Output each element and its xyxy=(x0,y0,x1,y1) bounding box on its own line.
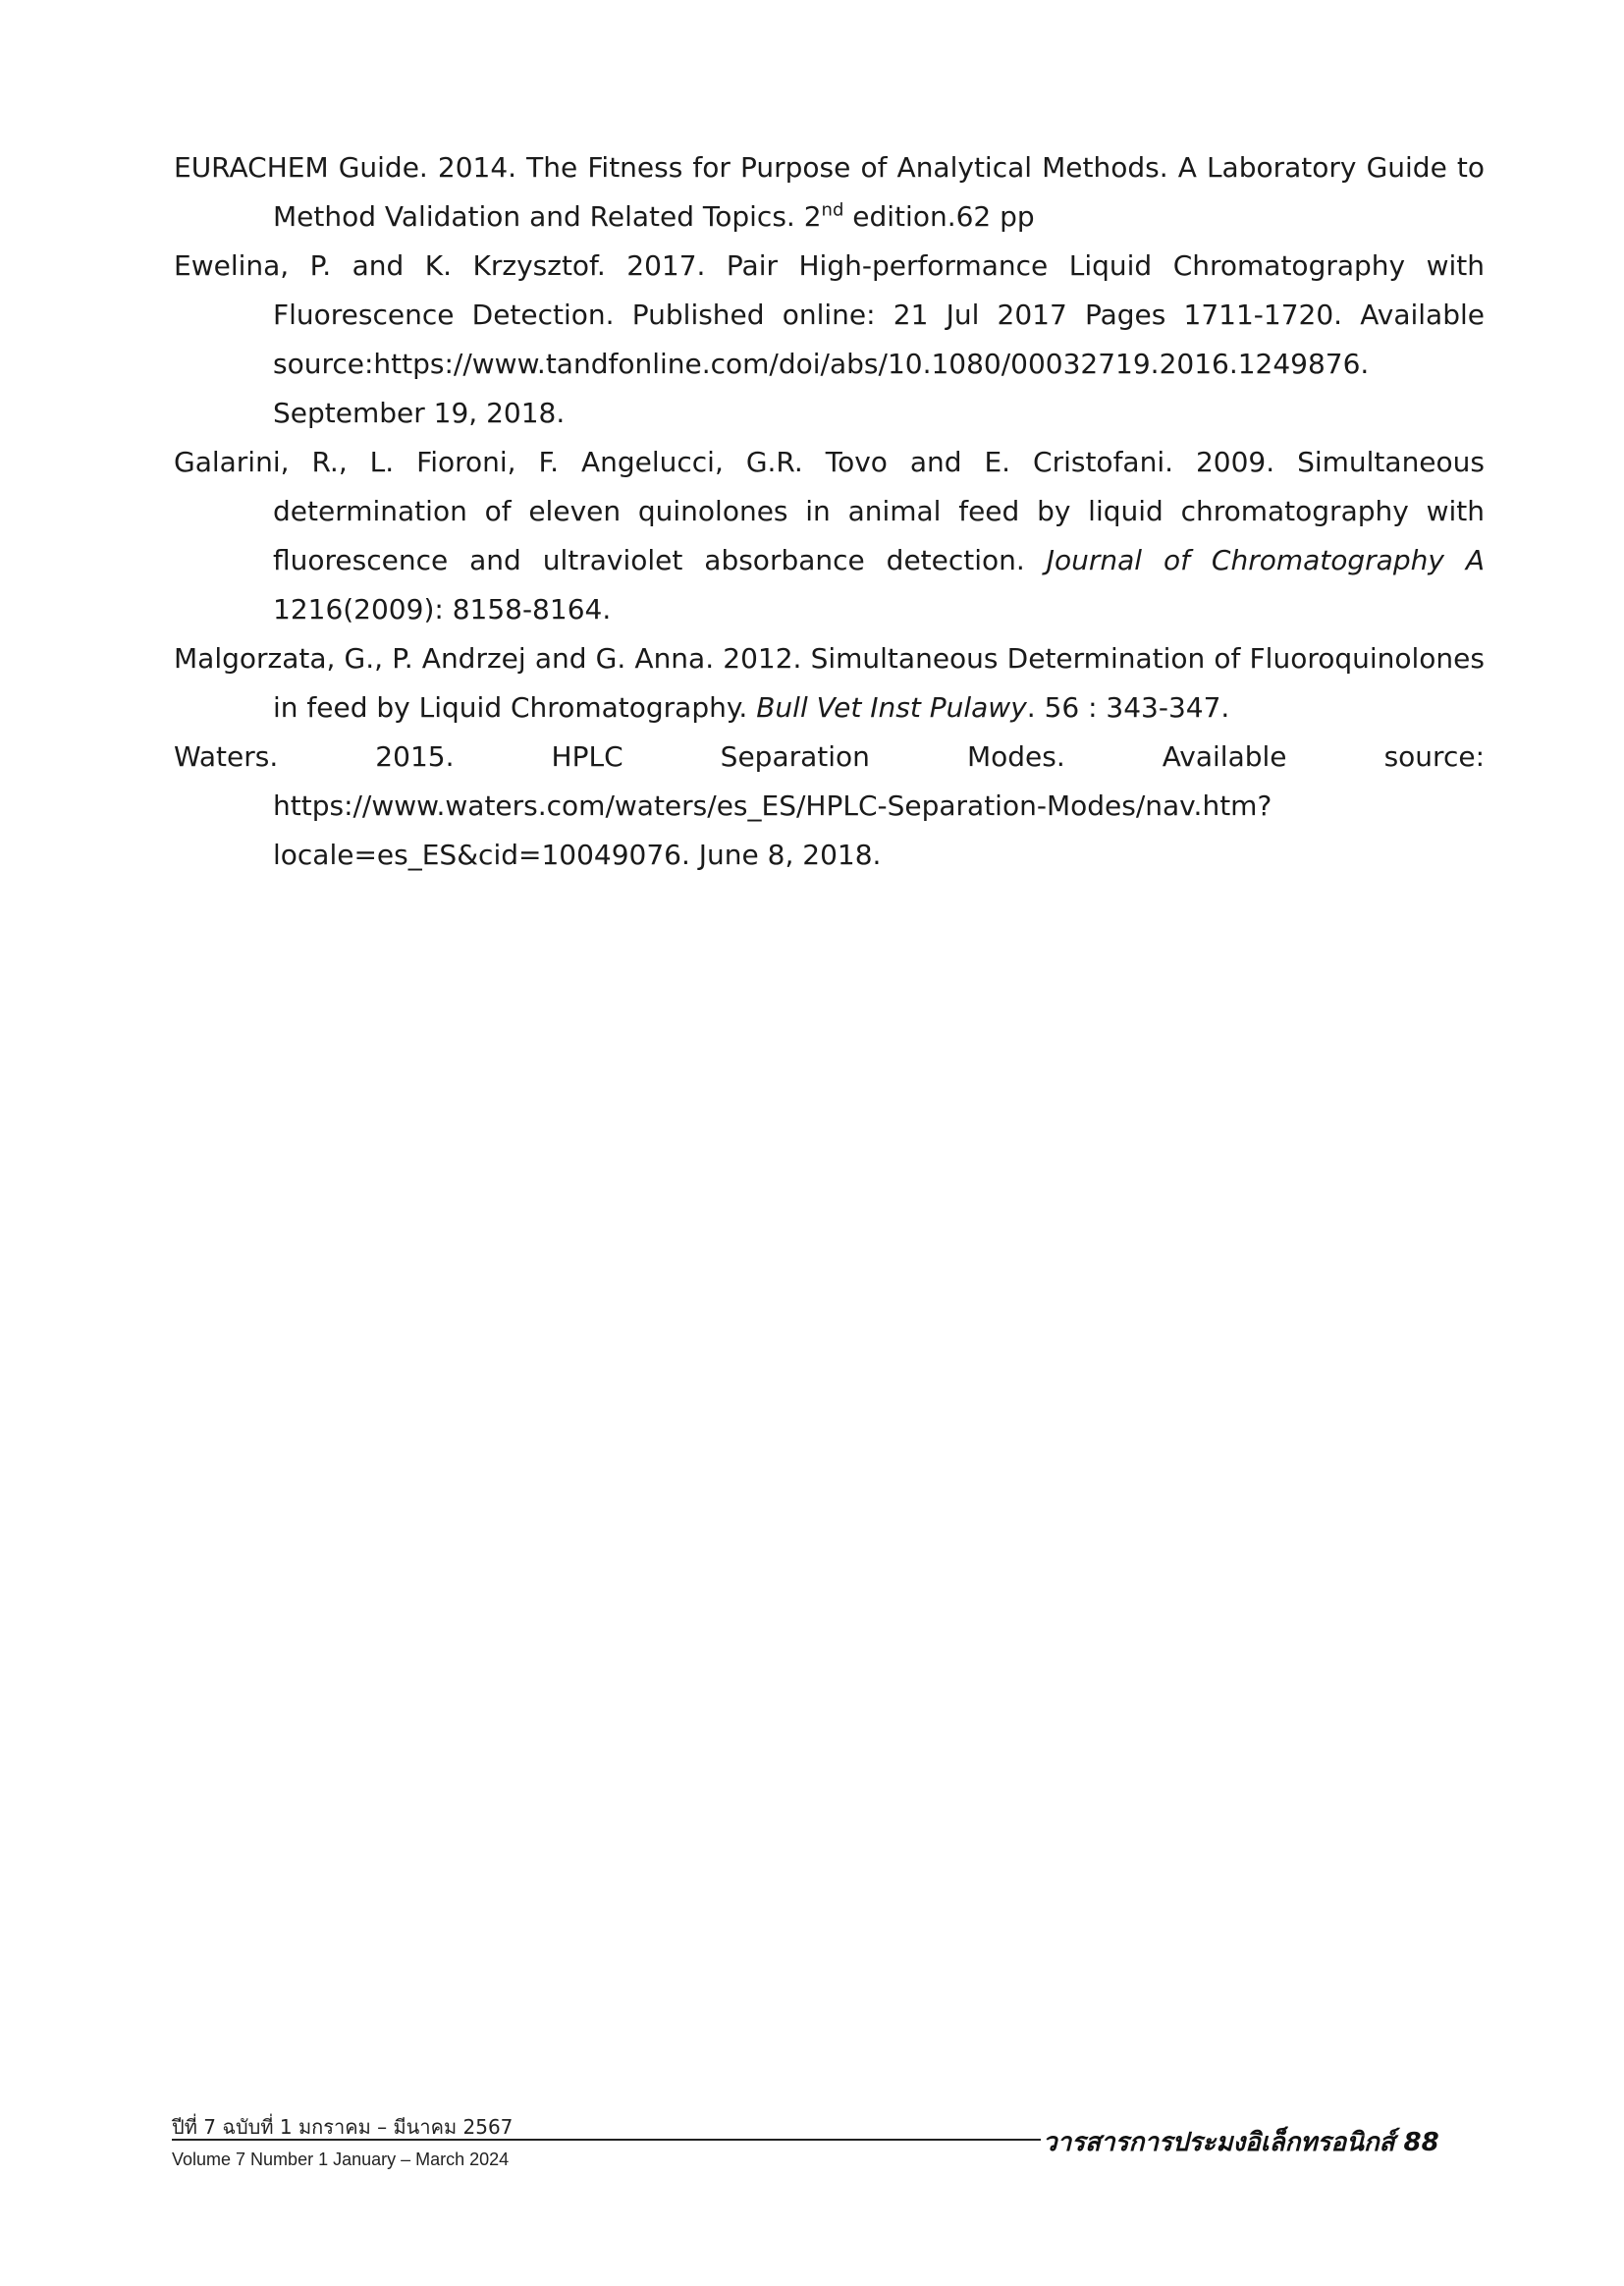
reference-text: Galarini, R., L. Fioroni, F. Angelucci, G.R. Tovo and E. Cristofani. 2009. Simultaneous determination of eleven quinolones in animal feed by liquid chromatography with fluorescence and ultraviolet absorbance detection. xyxy=(174,446,1485,576)
footer-issue-english: Volume 7 Number 1 January – March 2024 xyxy=(172,2150,510,2169)
footer-journal-name: วารสารการประมงอิเล็กทรอนิกส์ xyxy=(1043,2128,1395,2157)
reference-entry xyxy=(174,143,1485,242)
footer-issue-thai: ปีที่ 7 ฉบับที่ 1 มกราคม – มีนาคม 2567 xyxy=(172,2115,514,2139)
reference-entry xyxy=(174,438,1485,634)
reference-text: Ewelina, P. and K. Krzysztof. 2017. Pair High-performance Liquid Chromatography with Fluorescence Detection. Published online: 21 Jul 2017 Pages 1711-1720. Available source:https://www.tandfonline.com/doi/abs/10.1080/00032719.2016.1249876. September 19, 2018. xyxy=(174,249,1485,429)
footer-journal-page xyxy=(1043,2122,1439,2162)
reference-text: EURACHEM Guide. 2014. The Fitness for Purpose of Analytical Methods. A Laboratory Guide to Method Validation and Related Topics. 2 xyxy=(174,151,1485,233)
reference-text: Journal of Chromatography A xyxy=(1046,544,1485,576)
reference-entry xyxy=(174,733,1485,880)
reference-text: 1216(2009): 8158-8164. xyxy=(273,593,612,626)
reference-text: . 56 : 343-347. xyxy=(1026,691,1230,724)
reference-list xyxy=(174,143,1485,880)
reference-text: Waters. 2015. HPLC Separation Modes. Available source: https://www.waters.com/waters/es_ES/HPLC-Separation-Modes/nav.htm?locale=es_ES&cid=10049076. June 8, 2018. xyxy=(174,740,1485,871)
reference-text: nd xyxy=(821,199,844,221)
reference-text: Malgorzata, G., P. Andrzej and G. Anna. 2012. Simultaneous Determination of Fluoroquinolones in feed by Liquid Chromatography. xyxy=(174,642,1485,724)
reference-text: Bull Vet Inst Pulawy xyxy=(756,691,1027,724)
footer-rule xyxy=(172,2139,1041,2141)
reference-entry xyxy=(174,634,1485,733)
page-number: 88 xyxy=(1403,2128,1439,2157)
reference-text: edition.62 pp xyxy=(843,200,1035,233)
reference-entry xyxy=(174,242,1485,438)
